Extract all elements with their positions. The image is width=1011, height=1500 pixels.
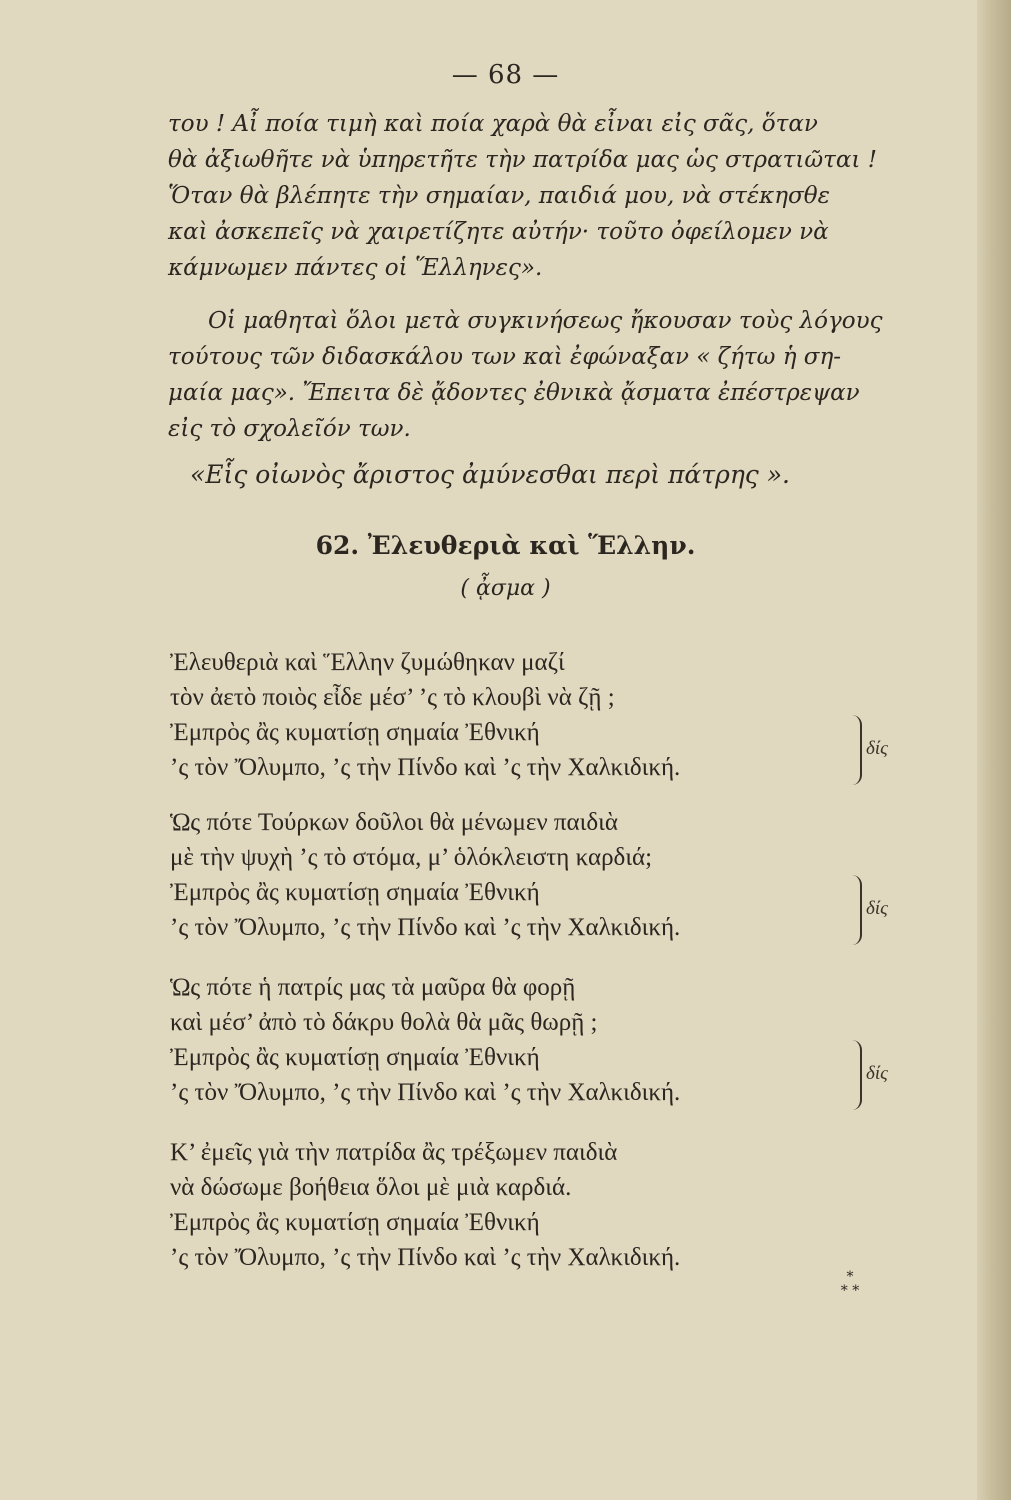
verse-line: Ἐμπρὸς ἂς κυματίσῃ σημαία Ἐθνική — [170, 879, 540, 906]
repeat-label: δίς — [866, 1063, 888, 1084]
text-line: Οἱ μαθηταὶ ὅλοι μετὰ συγκινήσεως ἤκουσαν τοὺς λόγους — [208, 308, 883, 334]
paragraph-1 — [168, 106, 888, 286]
text-line: τούτους τῶν διδασκάλου των καὶ ἐφώναξαν « ζήτω ἡ ση- — [168, 344, 842, 370]
stanza-1 — [170, 645, 910, 785]
stanza-3 — [170, 970, 910, 1110]
text-line: εἰς τὸ σχολεῖόν των. — [168, 416, 411, 442]
asterism-ornament — [830, 1270, 870, 1298]
verse-line: ’ς τὸν Ὄλυμπο, ’ς τὴν Πίνδο καὶ ’ς τὴν Χαλκιδική. — [170, 1079, 681, 1106]
verse-line: καὶ μέσ’ ἀπὸ τὸ δάκρυ θολὰ θὰ μᾶς θωρῇ ; — [170, 1009, 598, 1036]
ornament-text: * * * — [840, 1269, 860, 1299]
text-line: κάμνωμεν πάντες οἱ Ἕλληνες». — [168, 255, 543, 281]
text-line: Ὅταν θὰ βλέπητε τὴν σημαίαν, παιδιά μου, νὰ στέκησθε — [168, 183, 830, 209]
stanza-2 — [170, 805, 910, 945]
verse-line: Ἐλευθεριὰ καὶ Ἕλλην ζυμώθηκαν μαζί — [170, 649, 565, 676]
verse-line: νὰ δώσωμε βοήθεια ὅλοι μὲ μιὰ καρδιά. — [170, 1174, 572, 1201]
page-number: — 68 — — [451, 60, 560, 90]
verse-line: Ἐμπρὸς ἂς κυματίσῃ σημαία Ἐθνική — [170, 1209, 540, 1236]
repeat-label: δίς — [866, 738, 888, 759]
verse-line: Κ’ ἐμεῖς γιὰ τὴν πατρίδα ἂς τρέξωμεν παιδιὰ — [170, 1139, 618, 1166]
text-line: καὶ ἀσκεπεῖς νὰ χαιρετίζητε αὐτήν· τοῦτο ὀφείλομεν νὰ — [168, 219, 829, 245]
repeat-brace — [848, 715, 862, 785]
text-line: του ! Αἶ ποία τιμὴ καὶ ποία χαρὰ θὰ εἶναι εἰς σᾶς, ὅταν — [168, 111, 818, 137]
stanza-4 — [170, 1135, 910, 1275]
song-subheading: ( ᾆσμα ) — [460, 576, 551, 601]
verse-line: Ἐμπρὸς ἂς κυματίσῃ σημαία Ἐθνική — [170, 1044, 540, 1071]
verse-line: Ὡς πότε ἡ πατρίς μας τὰ μαῦρα θὰ φορῇ — [170, 974, 576, 1001]
repeat-brace — [848, 1040, 862, 1110]
verse-line: τὸν ἀετὸ ποιὸς εἶδε μέσ’ ’ς τὸ κλουβὶ νὰ ζῇ ; — [170, 684, 615, 711]
song-heading: 62. Ἐλευθεριὰ καὶ Ἕλλην. — [315, 531, 696, 560]
text-line: θὰ ἀξιωθῆτε νὰ ὑπηρετῆτε τὴν πατρίδα μας ὡς στρατιῶται ! — [168, 147, 877, 173]
text-line: μαία μας». Ἔπειτα δὲ ᾄδοντες ἐθνικὰ ᾄσματα ἐπέστρεψαν — [168, 380, 860, 406]
page-edge — [977, 0, 1011, 1500]
verse-line: μὲ τὴν ψυχὴ ’ς τὸ στόμα, μ’ ὁλόκλειστη καρδιά; — [170, 844, 653, 871]
repeat-brace — [848, 875, 862, 945]
verse-line: ’ς τὸν Ὄλυμπο, ’ς τὴν Πίνδο καὶ ’ς τὴν Χαλκιδική. — [170, 1244, 681, 1271]
verse-line: ’ς τὸν Ὄλυμπο, ’ς τὴν Πίνδο καὶ ’ς τὴν Χαλκιδική. — [170, 914, 681, 941]
repeat-label: δίς — [866, 898, 888, 919]
verse-line: Ὡς πότε Τούρκων δοῦλοι θὰ μένωμεν παιδιὰ — [170, 809, 618, 836]
verse-line: Ἐμπρὸς ἂς κυματίσῃ σημαία Ἐθνική — [170, 719, 540, 746]
verse-line: ’ς τὸν Ὄλυμπο, ’ς τὴν Πίνδο καὶ ’ς τὴν Χαλκιδική. — [170, 754, 681, 781]
motto: «Εἷς οἰωνὸς ἄριστος ἀμύνεσθαι περὶ πάτρης ». — [190, 460, 790, 489]
paragraph-2 — [168, 303, 888, 447]
